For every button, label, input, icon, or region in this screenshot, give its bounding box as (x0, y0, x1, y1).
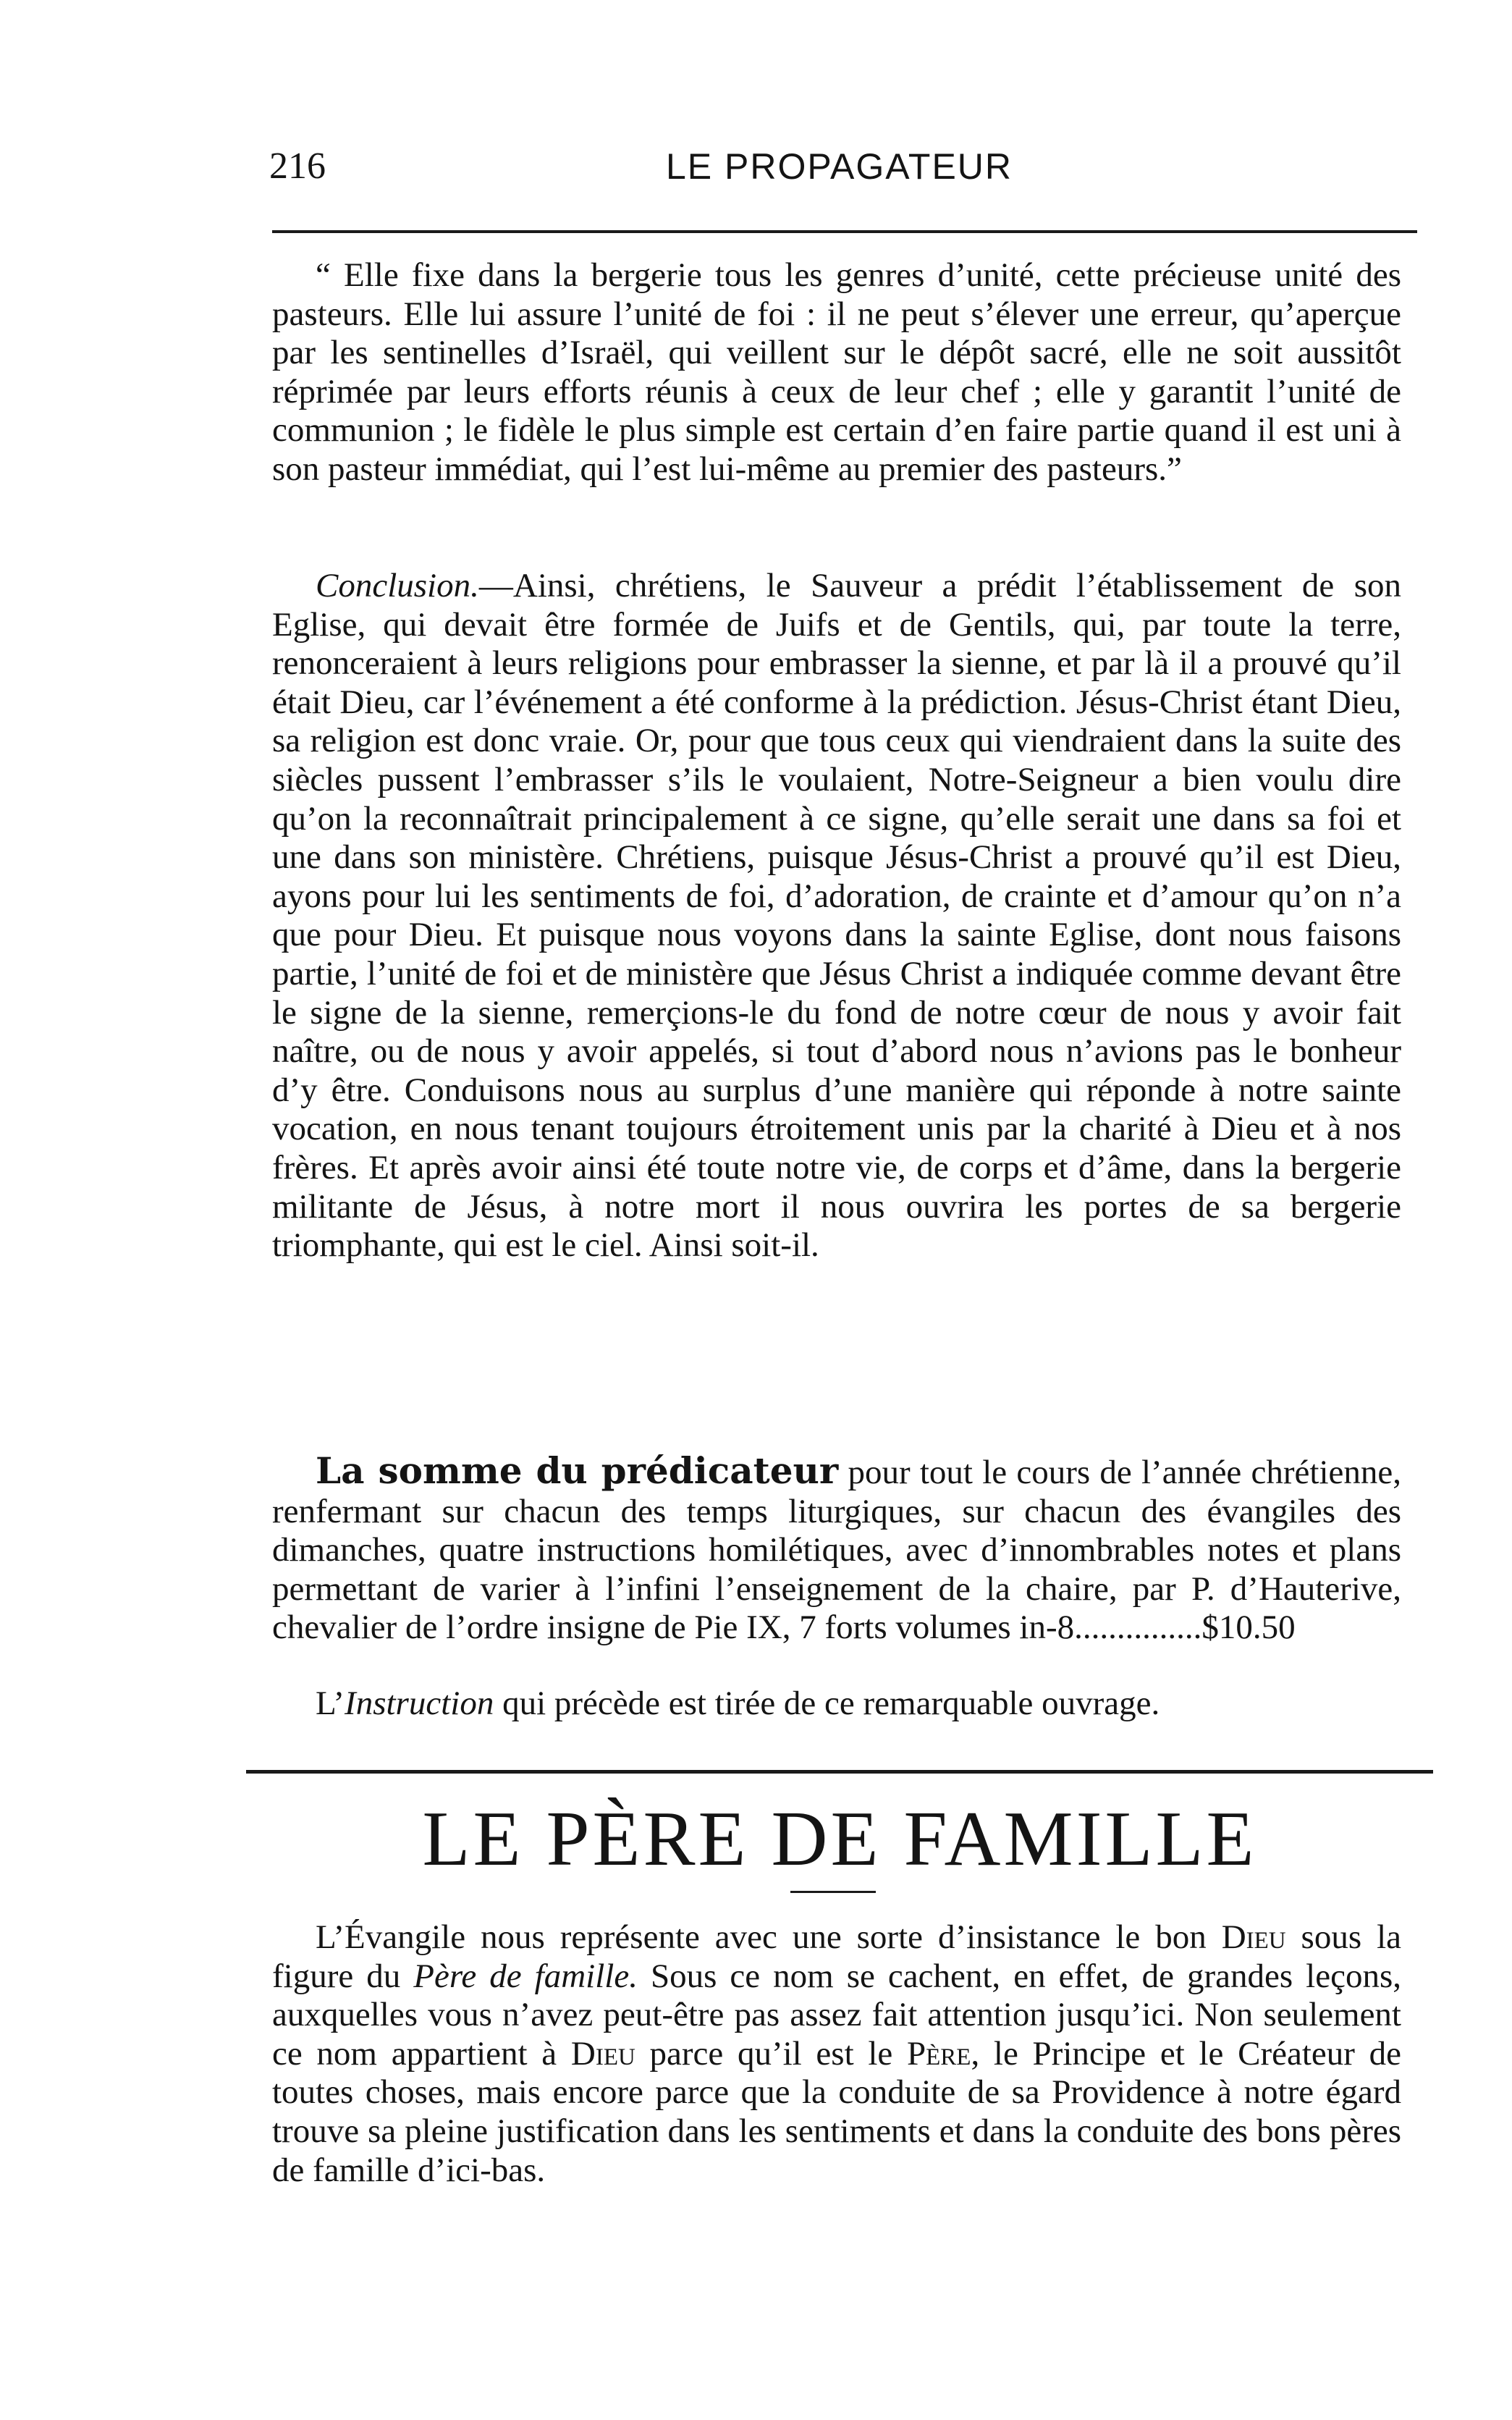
intro-part-5: , le Principe et le Créateur de toutes choses, mais encore parce que la conduite de sa Providence à notre égard trouve sa pleine justification dans les sentiments et dans la conduite des bons pères de famille d’ici-bas. (272, 2034, 1401, 2189)
intro-part-4: parce qu’il est le (635, 2034, 907, 2073)
advertisement-title: La somme du prédicateur (316, 1449, 839, 1492)
source-note-suffix: qui précède est tirée de ce remarquable ouvrage. (494, 1685, 1160, 1722)
section-title: LE PÈRE DE FAMILLE (422, 1796, 1257, 1882)
title-underline (790, 1891, 876, 1893)
advertisement-text: pour tout le cours de l’année chrétienne, renfermant sur chacun des temps liturgiques, sur chacun des évangiles des dimanches, quatre instructions homilétiques, avec d’innombrables notes et plans permettant de varier à l’infini l’enseignement de la chaire, par P. d’Hauterive, chevalier de l’ordre insigne de Pie IX, 7 forts volumes in-8...............$10.50 (272, 1454, 1401, 1647)
header-rule (272, 230, 1417, 233)
dieu-small-caps-2: Dieu (570, 2034, 635, 2073)
source-note-prefix: L’ (316, 1685, 345, 1722)
journal-title: LE PROPAGATEUR (666, 146, 1013, 187)
quote-paragraph: “ Elle fixe dans la bergerie tous les genres d’unité, cette précieuse unité des pasteurs. Elle lui assure l’unité de foi : il ne peut s’élever une erreur, qu’aperçue par les sentinelles d’Israël, qui veillent sur le dépôt sacré, elle ne soit aussitôt réprimée par leurs efforts réunis à ceux de leur chef ; elle y garantit l’unité de communion ; le fidèle le plus simple est certain d’en faire partie quand il est uni à son pasteur immédiat, qui l’est lui-même au premier des pasteurs.” (272, 256, 1401, 488)
dieu-small-caps-1: Dieu (1221, 1918, 1286, 1956)
section-rule (246, 1770, 1433, 1774)
conclusion-label: Conclusion. (316, 567, 479, 604)
conclusion-paragraph (272, 567, 1401, 1265)
intro-part-2: sous la figure du (272, 1918, 1401, 1995)
running-head (246, 141, 1448, 192)
source-note-emphasis: Instruction (345, 1685, 494, 1722)
intro-part-1: L’Évangile nous représente avec une sorte d’insistance le bon (316, 1918, 1222, 1956)
conclusion-text: —Ainsi, chrétiens, le Sauveur a prédit l’établissement de son Eglise, qui devait être formée de Juifs et de Gentils, qui, par toute la terre, renonceraient à leurs religions pour embrasser la sienne, et par là il a prouvé qu’il était Dieu, car l’événement a été conforme à la prédiction. Jésus-Christ étant Dieu, sa religion est donc vraie. Or, pour que tous ceux qui viendraient dans la suite des siècles pussent l’embrasser s’ils le voulaient, Notre-Seigneur a bien voulu dire qu’on la reconnaîtrait principalement à ce signe, qu’elle serait une dans sa foi et une dans son ministère. Chrétiens, puisque Jésus-Christ a prouvé qu’il est Dieu, ayons pour lui les sentiments de foi, d’adoration, de crainte et d’amour qu’on n’a que pour Dieu. Et puisque nous voyons dans la sainte Eglise, dont nous faisons partie, l’unité de foi et de ministère que Jésus Christ a indiquée comme devant être le signe de la sienne, remerçions-le du fond de notre cœur de nous y avoir fait naître, ou de nous y avoir appelés, si tout d’abord nous n’avions pas le bonheur d’y être. Conduisons nous au surplus d’une manière qui réponde à notre sainte vocation, en nous tenant toujours étroitement unis par la charité à Dieu et à nos frères. Et après avoir ainsi été toute notre vie, de corps et d’âme, dans la bergerie militante de Jésus, à notre mort il nous ouvrira les portes de sa bergerie triomphante, qui est le ciel. Ainsi soit-il. (272, 567, 1401, 1265)
section-intro-paragraph (272, 1918, 1401, 2190)
intro-part-3: Sous ce nom se cachent, en effet, de grandes leçons, auxquelles vous n’avez peut-être pas assez fait attention jusqu’ici. Non seulement ce nom appartient à (272, 1957, 1401, 2073)
advertisement-paragraph (272, 1451, 1401, 1648)
pere-de-famille-phrase: Père de famille. (413, 1957, 638, 1995)
page-number: 216 (269, 146, 326, 187)
book-page (246, 0, 1448, 2420)
source-note (272, 1685, 1401, 1724)
pere-small-caps: Père (906, 2034, 971, 2073)
